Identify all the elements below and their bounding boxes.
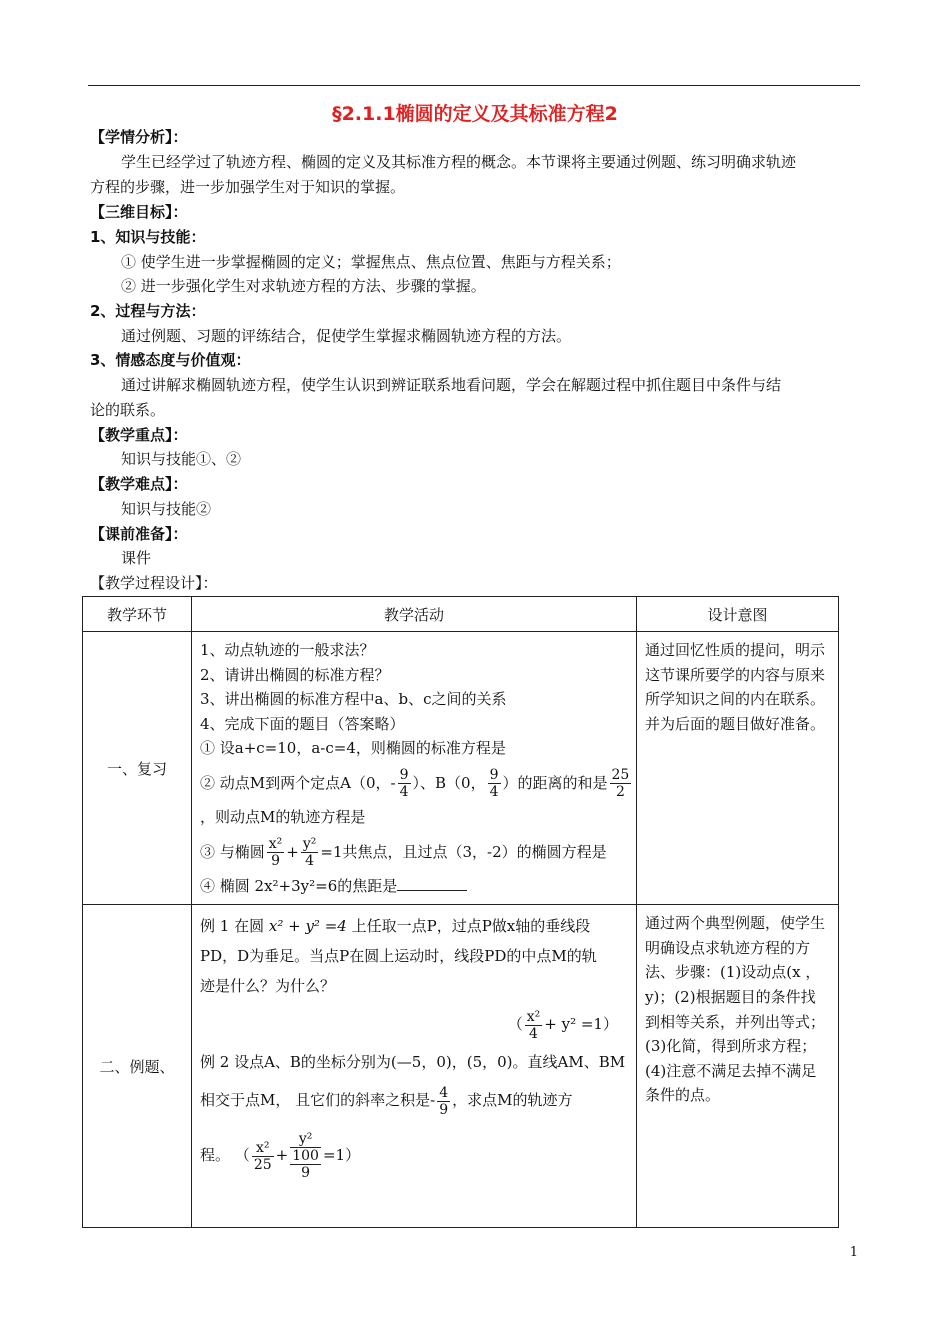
page-title: §2.1.1椭圆的定义及其标准方程2 (332, 103, 618, 125)
activity-examples-cell (192, 905, 637, 1228)
fraction-25-over-2: $\frac{25}{2}$ (611, 767, 630, 801)
review-exercise-3: ③ 与椭圆 $\frac{\text{x²}}{9}$ + $\frac{\text{y²}}{4}$ =1共焦点，且过点（3，-2）的椭圆方程是 (200, 835, 607, 870)
stage-review: 一、复习 (83, 632, 192, 905)
lesson-process-table (82, 596, 839, 1228)
goal-knowledge-item-2: ② 进一步强化学生对求轨迹方程的方法、步骤的掌握。 (121, 277, 486, 295)
table-header-row (83, 597, 839, 632)
fraction-y2-over-100-over-9: y² 100 9 (292, 1131, 319, 1182)
difficulty-heading: 【教学难点】： (90, 475, 188, 493)
intent-review-cell (637, 632, 839, 905)
analysis-text-2: 方程的步骤，进一步加强学生对于知识的掌握。 (90, 178, 406, 196)
goal-attitude-text-2: 论的联系。 (90, 401, 166, 419)
goals-heading: 【三维目标】： (90, 203, 188, 221)
example-1-line-2: PD，D为垂足。当点P在圆上运动时，线段PD的中点M的轨 (200, 947, 597, 966)
intent-examples-cell (637, 905, 839, 1228)
header-rule (88, 85, 860, 86)
example-1-line-3: 迹是什么？为什么？ (200, 977, 336, 996)
header-activity: 教学活动 (192, 597, 637, 632)
example-2-line-2: 相交于点M， 且它们的斜率之积是- $\frac{4}{9}$ ，求点M的轨迹方 (200, 1084, 573, 1118)
review-exercise-2-tail: ，则动点M的轨迹方程是 (200, 807, 366, 826)
difficulty-text: 知识与技能② (121, 500, 212, 518)
analysis-heading: 【学情分析】： (90, 128, 188, 146)
header-intent: 设计意图 (637, 597, 839, 632)
example-1-line-1: 例 1 在圆 x² + y² =4 上任取一点P，过点P做x轴的垂线段 (200, 917, 591, 936)
review-question-2: 2、请讲出椭圆的标准方程？ (200, 665, 390, 684)
fraction-x2-over-9: $\frac{\text{x²}}{9}$ (268, 835, 283, 870)
example-1-answer: （ $\frac{\text{x²}}{4}$ + y² =1） (507, 1008, 618, 1042)
page-number: 1 (849, 1245, 858, 1260)
table-row (83, 632, 839, 905)
review-question-4: 4、完成下面的题目（答案略） (200, 714, 405, 733)
goal-attitude-text-1: 通过讲解求椭圆轨迹方程，使学生认识到辨证联系地看问题，学会在解题过程中抓住题目中条件与结 (121, 376, 782, 394)
fraction-x2-over-4: $\frac{\text{x²}}{4}$ (526, 1008, 541, 1042)
table-row (83, 905, 839, 1228)
example-2-line-3: 程。 （ $\frac{\text{x²}}{25}$ + y² 100 9 =1） (200, 1131, 361, 1182)
review-question-1: 1、动点轨迹的一般求法？ (200, 641, 375, 659)
review-question-3: 3、讲出椭圆的标准方程中a、b、c之间的关系 (200, 690, 507, 709)
review-exercise-1: ① 设a+c=10，a-c=4，则椭圆的标准方程是 (200, 739, 506, 758)
process-heading: 【教学过程设计】： (90, 574, 218, 592)
stage-examples: 二、例题、 (83, 905, 192, 1228)
intent-examples-text: 通过两个典型例题，使学生明确设点求轨迹方程的方法、步骤：(1)设动点(x ， y)；(2)根据题目的条件找到相等关系，并列出等式；(3)化简，得到所求方程；(4)注意不满足去掉不满足条件的点。 (645, 914, 826, 1105)
circle-equation: x² + y² =4 (268, 917, 347, 936)
goal-knowledge-item-1: ① 使学生进一步掌握椭圆的定义；掌握焦点、焦点位置、焦距与方程关系； (121, 253, 621, 271)
fraction-9-over-4: $\frac{9}{4}$ (399, 767, 409, 801)
header-stage: 教学环节 (83, 597, 192, 632)
fraction-x2-over-25: $\frac{\text{x²}}{25}$ (253, 1139, 272, 1173)
fraction-y2-over-4: $\frac{\text{y²}}{4}$ (302, 835, 317, 870)
preparation-text: 课件 (121, 549, 152, 567)
answer-blank (397, 876, 467, 891)
goal-attitude-heading: 3、情感态度与价值观： (90, 351, 251, 369)
review-exercise-4: ④ 椭圆 2x²+3y²=6的焦距是 (200, 874, 628, 899)
intent-review-text: 通过回忆性质的提问，明示这节课所要学的内容与原来所学知识之间的内在联系。并为后面的题目做好准备。 (645, 641, 826, 733)
key-points-heading: 【教学重点】： (90, 426, 188, 444)
goal-knowledge-heading: 1、知识与技能： (90, 228, 206, 246)
goal-process-heading: 2、过程与方法： (90, 302, 206, 320)
fraction-9-over-4: $\frac{9}{4}$ (489, 767, 499, 801)
analysis-text-1: 学生已经学过了轨迹方程、椭圆的定义及其标准方程的概念。本节课将主要通过例题、练习明确求轨迹 (121, 153, 797, 171)
review-exercise-2: ② 动点M到两个定点A（0，- $\frac{9}{4}$ ）、B（0， $\frac{9}{4}$ ）的距离的和是 $\frac{25}{2}$ (200, 767, 630, 801)
goal-process-text: 通过例题、习题的评练结合，促使学生掌握求椭圆轨迹方程的方法。 (121, 327, 572, 345)
key-points-text: 知识与技能①、② (121, 450, 242, 468)
fraction-4-over-9: $\frac{4}{9}$ (439, 1084, 449, 1118)
example-2-line-1: 例 2 设点A、B的坐标分别为(—5，0)，(5，0)。直线AM、BM (200, 1053, 626, 1072)
activity-review-cell (192, 632, 637, 905)
preparation-heading: 【课前准备】： (90, 525, 188, 543)
